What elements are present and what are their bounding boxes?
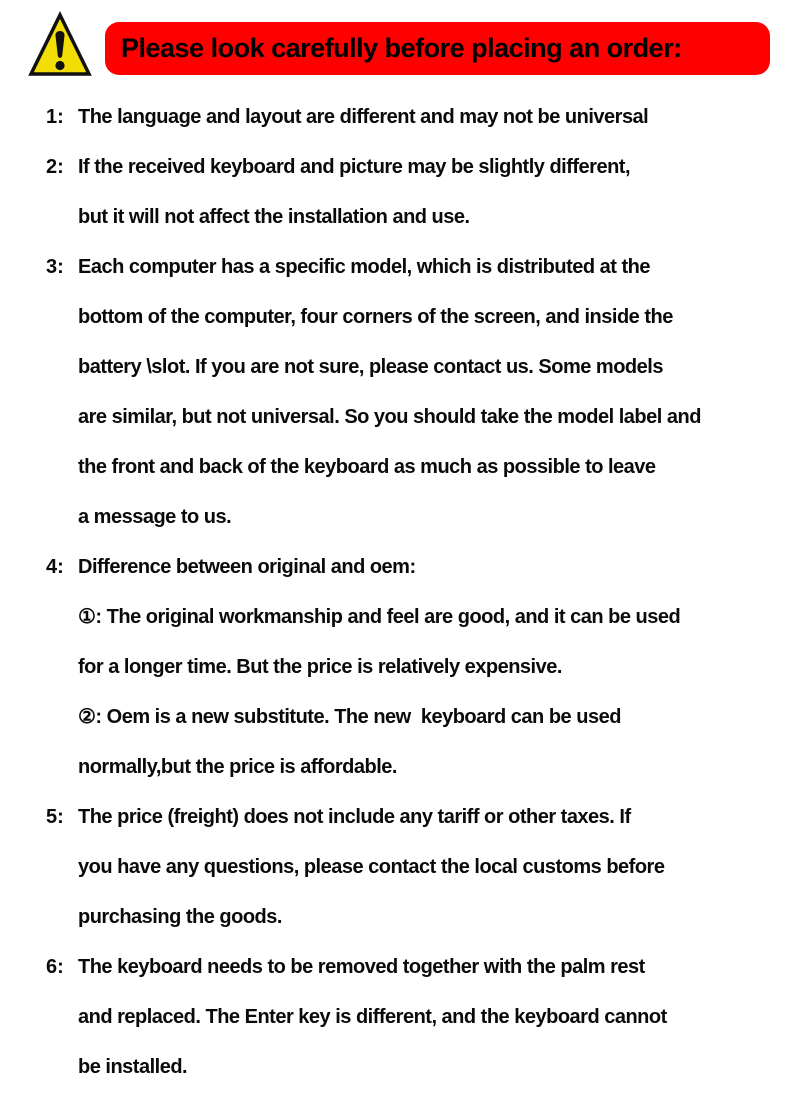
notice-line: ①: The original workmanship and feel are good, and it can be used xyxy=(78,606,681,628)
notice-item-6 xyxy=(0,942,800,1092)
notice-line: If the received keyboard and picture may be slightly different, xyxy=(78,156,630,178)
notice-line: a message to us. xyxy=(78,506,232,528)
notice-item-5 xyxy=(0,792,800,942)
notice-line: The language and layout are different and may not be universal xyxy=(78,106,649,128)
banner-title: Please look carefully before placing an order: xyxy=(121,33,682,63)
notice-line: normally,but the price is affordable. xyxy=(78,756,397,778)
item-number: 1: xyxy=(46,106,64,128)
notice-line: but it will not affect the installation and use. xyxy=(78,206,470,228)
notice-item-4 xyxy=(0,542,800,792)
item-number: 6: xyxy=(46,956,64,978)
notice-line: ②: Oem is a new substitute. The new keyboard can be used xyxy=(78,706,621,728)
notice-line: are similar, but not universal. So you should take the model label and xyxy=(78,406,701,428)
notice-line: Difference between original and oem: xyxy=(78,556,416,578)
warning-triangle-icon xyxy=(27,10,93,82)
notice-line: battery \slot. If you are not sure, please contact us. Some models xyxy=(78,356,663,378)
item-number: 5: xyxy=(46,806,64,828)
warning-banner xyxy=(105,22,770,75)
notice-line: Each computer has a specific model, which is distributed at the xyxy=(78,256,650,278)
item-number: 3: xyxy=(46,256,64,278)
notice-item-2 xyxy=(0,142,800,242)
notice-line: the front and back of the keyboard as much as possible to leave xyxy=(78,456,656,478)
notice-line: you have any questions, please contact the local customs before xyxy=(78,856,665,878)
notice-line: and replaced. The Enter key is different, and the keyboard cannot xyxy=(78,1006,667,1028)
notice-line: for a longer time. But the price is relatively expensive. xyxy=(78,656,562,678)
header xyxy=(0,0,800,92)
notice-item-3 xyxy=(0,242,800,542)
notice-item-1 xyxy=(0,92,800,142)
notice-line: The price (freight) does not include any tariff or other taxes. If xyxy=(78,806,631,828)
notice-line: The keyboard needs to be removed together with the palm rest xyxy=(78,956,645,978)
notice-list xyxy=(0,92,800,1092)
notice-line: be installed. xyxy=(78,1056,188,1078)
item-number: 2: xyxy=(46,156,64,178)
item-number: 4: xyxy=(46,556,64,578)
notice-line: purchasing the goods. xyxy=(78,906,282,928)
notice-line: bottom of the computer, four corners of the screen, and inside the xyxy=(78,306,673,328)
